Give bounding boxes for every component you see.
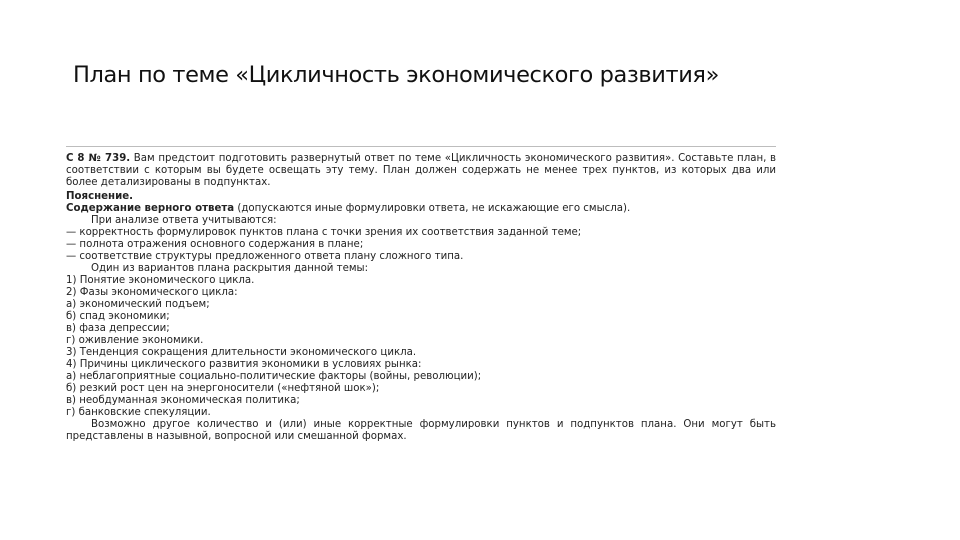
plan-subitem: б) резкий рост цен на энергоносители («нефтяной шок»); [66, 383, 380, 394]
plan-subitem: г) оживление экономики. [66, 335, 204, 346]
task-text: Вам предстоит подготовить развернутый ответ по теме «Цикличность экономического развития». Составьте план, в соответствии с которым вы будете освещать эту тему. План должен содержать не менее трех пунктов, из которых два или более детализированы в подпунктах. [66, 153, 776, 188]
criteria-intro: При анализе ответа учитываются: [91, 215, 277, 226]
answer-heading-line [66, 203, 776, 215]
explanation-heading: Пояснение. [66, 191, 134, 202]
plan-intro: Один из вариантов плана раскрытия данной темы: [91, 263, 369, 274]
plan-item: 4) Причины циклического развития экономики в условиях рынка: [66, 359, 422, 370]
plan-item: 2) Фазы экономического цикла: [66, 287, 238, 298]
criteria-item: — соответствие структуры предложенного ответа плану сложного типа. [66, 251, 464, 262]
plan-subitem: в) фаза депрессии; [66, 323, 170, 334]
plan-item: 3) Тенденция сокращения длительности экономического цикла. [66, 347, 417, 358]
task-paragraph [66, 153, 776, 189]
closing-paragraph: Возможно другое количество и (или) иные корректные формулировки пунктов и подпунктов плана. Они могут быть представлены в назывной, вопросной или смешанной формах. [66, 419, 776, 442]
slide-title: План по теме «Цикличность экономического развития» [73, 62, 719, 88]
answer-note: (допускаются иные формулировки ответа, не искажающие его смысла). [234, 203, 631, 214]
criteria-item: — полнота отражения основного содержания в плане; [66, 239, 364, 250]
answer-document [66, 146, 776, 443]
plan-subitem: а) экономический подъем; [66, 299, 210, 310]
plan-subitem: г) банковские спекуляции. [66, 407, 211, 418]
answer-heading: Содержание верного ответа [66, 203, 235, 214]
plan-subitem: б) спад экономики; [66, 311, 170, 322]
criteria-item: — корректность формулировок пунктов плана с точки зрения их соответствия заданной теме; [66, 227, 582, 238]
plan-item: 1) Понятие экономического цикла. [66, 275, 255, 286]
task-id: С 8 № 739. [66, 153, 131, 164]
plan-subitem: в) необдуманная экономическая политика; [66, 395, 300, 406]
plan-subitem: а) неблагоприятные социально-политические факторы (войны, революции); [66, 371, 482, 382]
